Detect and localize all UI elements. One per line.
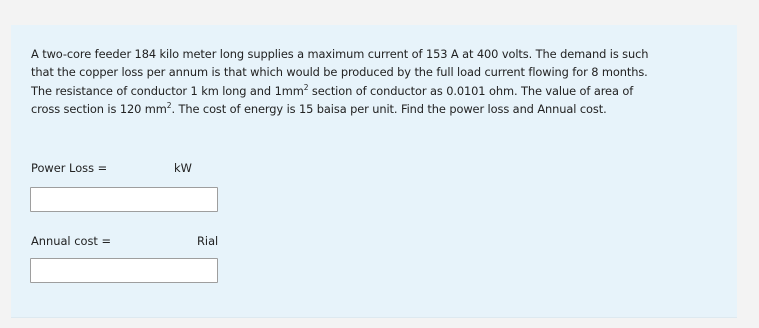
question-line-3-end: section of conductor as 0.0101 ohm. The value of area of [308,83,634,98]
superscript-2: 2 [303,82,309,92]
question-line-3-start: The resistance of conductor 1 km long and 1mm [31,83,304,98]
annual-cost-input[interactable] [30,258,218,283]
superscript-2: 2 [166,100,172,110]
power-loss-unit: kW [174,161,192,175]
annual-cost-label: Annual cost = [31,234,112,248]
question-line-2: that the copper loss per annum is that which would be produced by the full load current flowing for 8 months. [31,65,648,80]
question-line-1: A two-core feeder 184 kilo meter long supplies a maximum current of 153 A at 400 volts. The demand is such [31,47,649,61]
power-loss-label: Power Loss = [31,161,108,175]
annual-cost-unit: Rial [197,234,219,248]
power-loss-input[interactable] [30,187,218,212]
question-panel [11,25,737,318]
question-line-4-start: cross section is 120 mm [31,101,167,116]
question-text [31,45,721,118]
question-line-4-end: . The cost of energy is 15 baisa per unit. Find the power loss and Annual cost. [171,101,607,116]
